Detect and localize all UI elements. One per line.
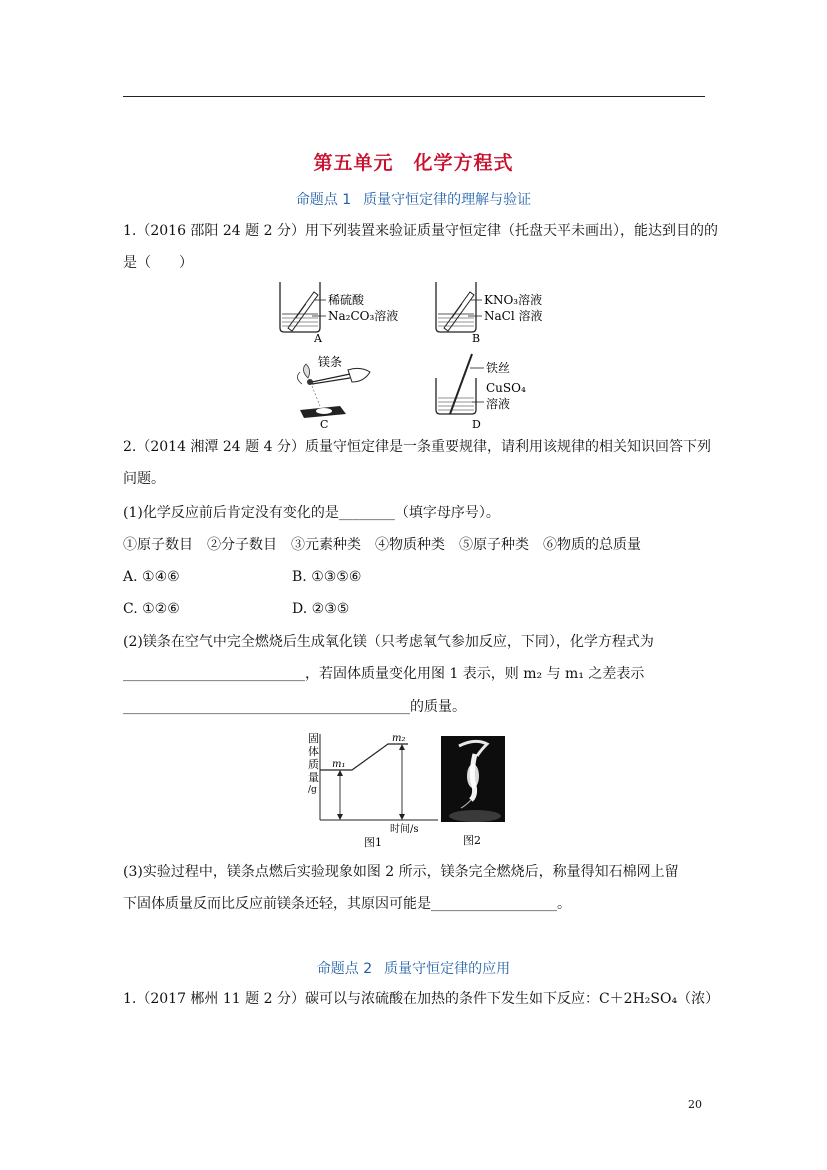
q3-stem-line1: 1.（2017 郴州 11 题 2 分）碳可以与浓硫酸在加热的条件下发生如下反应：C＋2H₂SO₄（浓）	[123, 991, 720, 1007]
option-text: ①④⑥	[142, 569, 180, 585]
q2-part3-line1: (3)实验过程中，镁条点燃后实验现象如图 2 所示，镁条完全燃烧后，称量得知石棉网上留	[123, 864, 679, 880]
figure-2-caption: 图2	[463, 834, 481, 847]
option-letter: B.	[292, 569, 307, 585]
section-label: 命题点 1	[295, 192, 352, 208]
graph-m1-label: m₁	[332, 759, 346, 770]
q2-part2-line2: __________________________，若固体质量变化用图 1 表示，则 m₂ 与 m₁ 之差表示	[123, 666, 645, 682]
apparatus-a-top-label: 稀硫酸	[328, 293, 365, 307]
apparatus-a	[280, 282, 398, 345]
header-rule	[123, 96, 705, 97]
apparatus-d-bottom-label: 溶液	[486, 397, 511, 411]
option-letter: C.	[123, 601, 138, 617]
q2-stem-line1: 2.（2014 湘潭 24 题 4 分）质量守恒定律是一条重要规律，请利用该规律的相关知识回答下列	[123, 439, 711, 455]
apparatus-b-top-label: KNO₃溶液	[484, 293, 543, 307]
option-text: ①③⑤⑥	[311, 569, 362, 585]
apparatus-d-top-label: 铁丝	[486, 361, 511, 375]
graph-m2-label: m₂	[392, 733, 406, 744]
q1-stem-line1: 1.（2016 邵阳 24 题 2 分）用下列装置来验证质量守恒定律（托盘天平未画出），能达到目的的	[123, 223, 718, 239]
option-c	[123, 599, 180, 619]
section-title: 质量守恒定律的理解与验证	[363, 192, 532, 208]
section-label: 命题点 2	[316, 961, 373, 977]
figure-2-caption-wrap	[455, 832, 495, 848]
graph-ylabel-line: 体	[308, 745, 319, 758]
q2-part1: (1)化学反应前后肯定没有变化的是________（填字母序号）。	[123, 505, 500, 521]
section-title: 质量守恒定律的应用	[384, 961, 511, 977]
q2-stem-line2: 问题。	[123, 471, 165, 487]
figure-1-caption: 图1	[364, 836, 382, 849]
page-number: 20	[688, 1098, 702, 1111]
page-title: 第五单元 化学方程式	[313, 152, 514, 174]
graph-ylabel-line: 量	[308, 771, 319, 784]
q2-part2-line3: _________________________________________的质量。	[123, 699, 466, 715]
apparatus-a-bottom-label: Na₂CO₃溶液	[328, 309, 399, 323]
apparatus-c-letter: C	[320, 418, 329, 430]
q2-part2-line1: (2)镁条在空气中完全燃烧后生成氧化镁（只考虑氧气参加反应，下同），化学方程式为	[123, 634, 654, 650]
figure-1-graph	[290, 728, 440, 850]
option-d	[292, 599, 349, 619]
section-heading-1	[0, 189, 827, 209]
option-letter: A.	[123, 569, 138, 585]
option-text: ①②⑥	[142, 601, 180, 617]
q2-items: ①原子数目 ②分子数目 ③元素种类 ④物质种类 ⑤原子种类 ⑥物质的总质量	[123, 537, 641, 553]
apparatus-b-bottom-label: NaCl 溶液	[484, 309, 543, 323]
option-b	[292, 567, 361, 587]
section-heading-2	[0, 958, 827, 978]
apparatus-c	[297, 354, 370, 430]
apparatus-d-mid-label: CuSO₄	[486, 381, 526, 395]
option-a	[123, 567, 180, 587]
q1-stem-line2: 是（ ）	[123, 255, 193, 271]
apparatus-a-letter: A	[314, 332, 322, 345]
q1-apparatus-figure	[260, 278, 590, 430]
figure-2-photo	[441, 736, 505, 822]
graph-ylabel-line: 质	[308, 758, 319, 771]
graph-ylabel-line: /g	[308, 785, 317, 795]
burning-magnesium-image	[441, 736, 505, 822]
option-letter: D.	[292, 601, 308, 617]
graph-ylabel-line: 固	[308, 732, 319, 745]
q2-part3-line2: 下固体质量反而比反应前镁条还轻，其原因可能是__________________。	[123, 896, 571, 912]
apparatus-d-letter: D	[472, 418, 481, 430]
apparatus-b	[436, 282, 543, 345]
option-text: ②③⑤	[311, 601, 350, 617]
apparatus-c-label: 镁条	[318, 355, 343, 369]
graph-xlabel: 时间/s	[390, 824, 419, 835]
apparatus-b-letter: B	[472, 332, 481, 345]
apparatus-d	[436, 354, 526, 430]
